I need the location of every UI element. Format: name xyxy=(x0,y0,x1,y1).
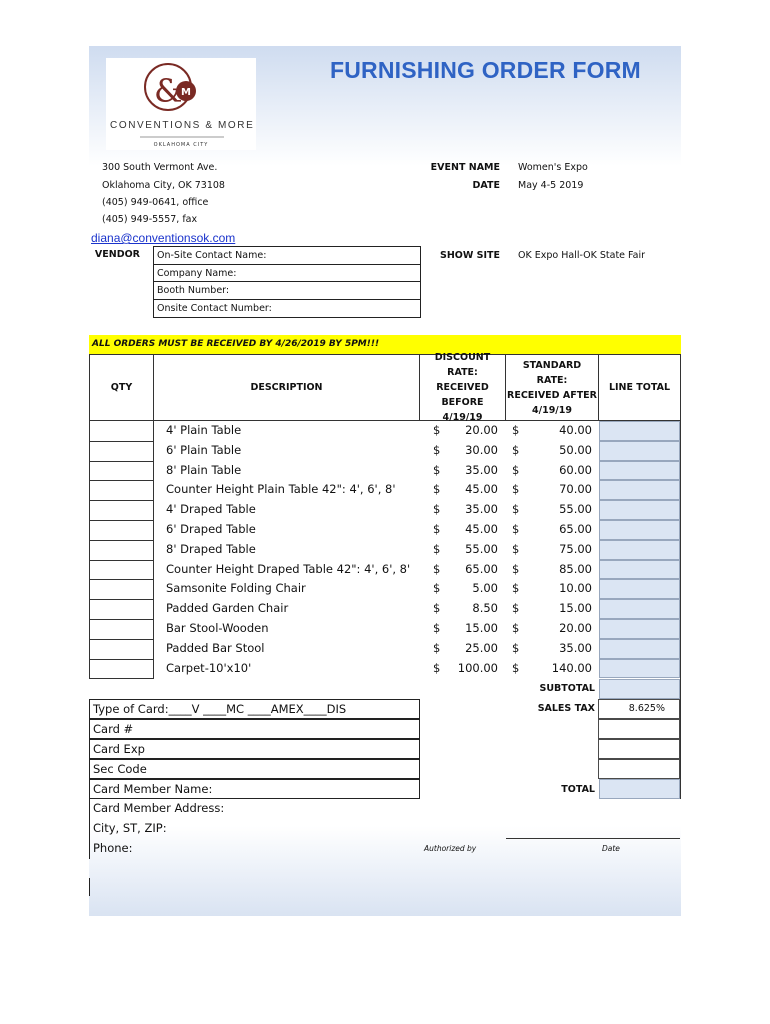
qty-cell[interactable] xyxy=(90,500,153,520)
vendor-label: VENDOR xyxy=(94,249,140,260)
standard-header-line: 4/19/19 xyxy=(532,404,572,416)
currency-symbol: $ xyxy=(512,581,520,596)
standard-rate-header xyxy=(506,355,598,420)
item-description: 6' Plain Table xyxy=(166,442,242,457)
qty-cell[interactable] xyxy=(90,421,153,441)
currency-symbol: $ xyxy=(512,462,520,477)
discount-price: 8.50 xyxy=(472,601,498,616)
subtotal-label: SUBTOTAL xyxy=(539,683,595,694)
currency-symbol: $ xyxy=(512,423,520,437)
svg-text:&: & xyxy=(154,72,183,110)
standard-price: 40.00 xyxy=(559,423,592,437)
standard-price: 85.00 xyxy=(559,561,592,576)
table-bottom-border xyxy=(89,678,153,679)
line-total-cell[interactable] xyxy=(599,619,680,639)
form-title: FURNISHING ORDER FORM xyxy=(330,57,641,83)
currency-symbol: $ xyxy=(512,640,520,655)
currency-symbol: $ xyxy=(512,621,520,635)
vendor-contact-number-field[interactable]: Onsite Contact Number: xyxy=(157,302,272,314)
date-label: Date xyxy=(602,844,620,853)
qty-cell[interactable] xyxy=(90,480,153,500)
item-description: Counter Height Plain Table 42": 4', 6', 8' xyxy=(166,482,396,497)
currency-symbol: $ xyxy=(512,482,520,497)
discount-price: 30.00 xyxy=(465,442,498,457)
sales-tax-label: SALES TAX xyxy=(537,703,595,714)
total-cell[interactable] xyxy=(599,779,680,799)
line-total-cell[interactable] xyxy=(599,579,680,599)
line-total-header: LINE TOTAL xyxy=(608,382,671,393)
card-field[interactable]: Card # xyxy=(89,719,420,739)
discount-price: 100.00 xyxy=(457,660,498,675)
currency-symbol: $ xyxy=(433,522,441,536)
event-name-label: EVENT NAME xyxy=(430,162,500,173)
line-total-cell[interactable] xyxy=(599,639,680,659)
discount-price: 25.00 xyxy=(465,640,498,655)
discount-price: 65.00 xyxy=(465,561,498,576)
discount-price: 35.00 xyxy=(465,502,498,517)
standard-price: 65.00 xyxy=(559,522,592,536)
deadline-banner: ALL ORDERS MUST BE RECEIVED BY 4/26/2019 BY 5PM!!! xyxy=(89,335,681,354)
card-field[interactable]: Card Member Address: xyxy=(89,799,420,819)
card-field[interactable]: Card Exp xyxy=(89,739,420,759)
email-link[interactable]: diana@conventionsok.com xyxy=(91,231,236,245)
phone-fax: (405) 949-5557, fax xyxy=(102,214,198,225)
item-description: 6' Draped Table xyxy=(166,522,256,536)
item-description: 8' Plain Table xyxy=(166,462,242,477)
subtotal-cell[interactable] xyxy=(599,679,680,699)
currency-symbol: $ xyxy=(512,601,520,616)
card-field[interactable]: Phone: xyxy=(89,839,420,859)
qty-cell[interactable] xyxy=(90,619,153,639)
standard-price: 55.00 xyxy=(559,502,592,517)
discount-header-line: DISCOUNT xyxy=(434,352,491,363)
discount-header-line: BEFORE 4/19/19 xyxy=(441,397,484,423)
line-total-cell[interactable] xyxy=(599,560,680,580)
line-total-cell[interactable] xyxy=(599,441,680,461)
address-line: 300 South Vermont Ave. xyxy=(102,162,218,173)
qty-cell[interactable] xyxy=(90,659,153,679)
card-field[interactable]: City, ST, ZIP: xyxy=(89,819,420,839)
currency-symbol: $ xyxy=(433,423,441,437)
discount-price: 35.00 xyxy=(465,462,498,477)
currency-symbol: $ xyxy=(433,482,441,497)
discount-price: 45.00 xyxy=(465,482,498,497)
currency-symbol: $ xyxy=(433,462,441,477)
line-total-cell[interactable] xyxy=(599,500,680,520)
standard-header-line: STANDARD RATE: xyxy=(522,359,582,386)
qty-cell[interactable] xyxy=(90,639,153,659)
standard-price: 20.00 xyxy=(559,621,592,635)
standard-price: 60.00 xyxy=(559,462,592,477)
discount-rate-header xyxy=(420,352,505,423)
summary-empty-cell[interactable] xyxy=(598,759,680,779)
standard-price: 35.00 xyxy=(559,640,592,655)
currency-symbol: $ xyxy=(512,502,520,517)
item-description: Bar Stool-Wooden xyxy=(166,621,269,635)
discount-price: 15.00 xyxy=(465,621,498,635)
summary-empty-cell[interactable] xyxy=(598,719,680,739)
item-description: Carpet-10'x10' xyxy=(166,660,252,675)
qty-cell[interactable] xyxy=(90,540,153,560)
show-site-label: SHOW SITE xyxy=(439,250,500,261)
signature-line xyxy=(506,838,680,839)
item-description: 8' Draped Table xyxy=(166,541,256,556)
currency-symbol: $ xyxy=(433,502,441,517)
currency-symbol: $ xyxy=(512,522,520,536)
line-total-cell[interactable] xyxy=(599,659,680,679)
line-total-cell[interactable] xyxy=(599,520,680,540)
qty-cell[interactable] xyxy=(90,441,153,461)
logo-company-name: CONVENTIONS & MORE xyxy=(110,120,255,131)
line-total-cell[interactable] xyxy=(599,480,680,500)
card-field[interactable]: Type of Card:____V ____MC ____AMEX____DIS xyxy=(89,699,420,719)
logo-mark xyxy=(106,58,256,150)
item-description: 4' Plain Table xyxy=(166,423,242,437)
line-total-cell[interactable] xyxy=(599,540,680,560)
vendor-contact-name-field[interactable]: On-Site Contact Name: xyxy=(154,247,420,265)
currency-symbol: $ xyxy=(512,541,520,556)
item-description: 4' Draped Table xyxy=(166,502,256,517)
currency-symbol: $ xyxy=(512,442,520,457)
currency-symbol: $ xyxy=(433,541,441,556)
description-header: DESCRIPTION xyxy=(250,382,323,393)
vendor-booth-field[interactable]: Booth Number: xyxy=(154,282,420,300)
qty-cell[interactable] xyxy=(90,599,153,619)
standard-price: 10.00 xyxy=(559,581,592,596)
vendor-info-box xyxy=(153,246,421,318)
currency-symbol: $ xyxy=(433,640,441,655)
discount-header-line: RATE: RECEIVED xyxy=(436,367,489,393)
line-total-cell[interactable] xyxy=(599,421,680,441)
vendor-company-field[interactable]: Company Name: xyxy=(154,265,420,283)
company-logo xyxy=(106,58,256,150)
currency-symbol: $ xyxy=(512,561,520,576)
logo-city: OKLAHOMA CITY xyxy=(153,142,209,148)
discount-price: 5.00 xyxy=(472,581,498,596)
standard-price: 70.00 xyxy=(559,482,592,497)
item-description: Samsonite Folding Chair xyxy=(166,581,306,596)
currency-symbol: $ xyxy=(433,442,441,457)
total-label: TOTAL xyxy=(561,784,595,795)
currency-symbol: $ xyxy=(433,561,441,576)
show-site-value: OK Expo Hall-OK State Fair xyxy=(518,250,646,261)
event-date-value: May 4-5 2019 xyxy=(518,180,584,191)
qty-cell[interactable] xyxy=(90,461,153,481)
standard-price: 140.00 xyxy=(551,660,592,675)
card-field[interactable]: Sec Code xyxy=(89,759,420,779)
tax-rate-cell: 8.625% xyxy=(598,699,680,719)
line-total-cell[interactable] xyxy=(599,461,680,481)
card-field[interactable]: Card Member Name: xyxy=(89,779,420,799)
text-cursor xyxy=(89,878,90,896)
line-total-cell[interactable] xyxy=(599,599,680,619)
currency-symbol: $ xyxy=(512,660,520,675)
currency-symbol: $ xyxy=(433,581,441,596)
qty-header: QTY xyxy=(110,382,133,393)
qty-cell[interactable] xyxy=(90,520,153,540)
discount-price: 20.00 xyxy=(465,423,498,437)
standard-price: 50.00 xyxy=(559,442,592,457)
table-header-border xyxy=(89,420,681,421)
discount-price: 55.00 xyxy=(465,541,498,556)
standard-price: 15.00 xyxy=(559,601,592,616)
table-right-border xyxy=(680,354,681,799)
svg-text:M: M xyxy=(181,87,191,98)
standard-header-line: RECEIVED AFTER xyxy=(507,389,597,401)
authorized-by-label: Authorized by xyxy=(424,844,477,853)
summary-empty-cell[interactable] xyxy=(598,739,680,759)
item-description: Padded Bar Stool xyxy=(166,640,265,655)
item-description: Counter Height Draped Table 42": 4', 6', 8' xyxy=(166,561,411,576)
address-line: Oklahoma City, OK 73108 xyxy=(102,180,225,191)
phone-office: (405) 949-0641, office xyxy=(102,197,209,208)
currency-symbol: $ xyxy=(433,621,441,635)
event-date-label: DATE xyxy=(472,180,500,191)
qty-cell[interactable] xyxy=(90,579,153,599)
currency-symbol: $ xyxy=(433,660,441,675)
currency-symbol: $ xyxy=(433,601,441,616)
event-name-value: Women's Expo xyxy=(518,162,588,173)
item-description: Padded Garden Chair xyxy=(166,601,289,616)
discount-price: 45.00 xyxy=(465,522,498,536)
standard-price: 75.00 xyxy=(559,541,592,556)
qty-cell[interactable] xyxy=(90,560,153,580)
